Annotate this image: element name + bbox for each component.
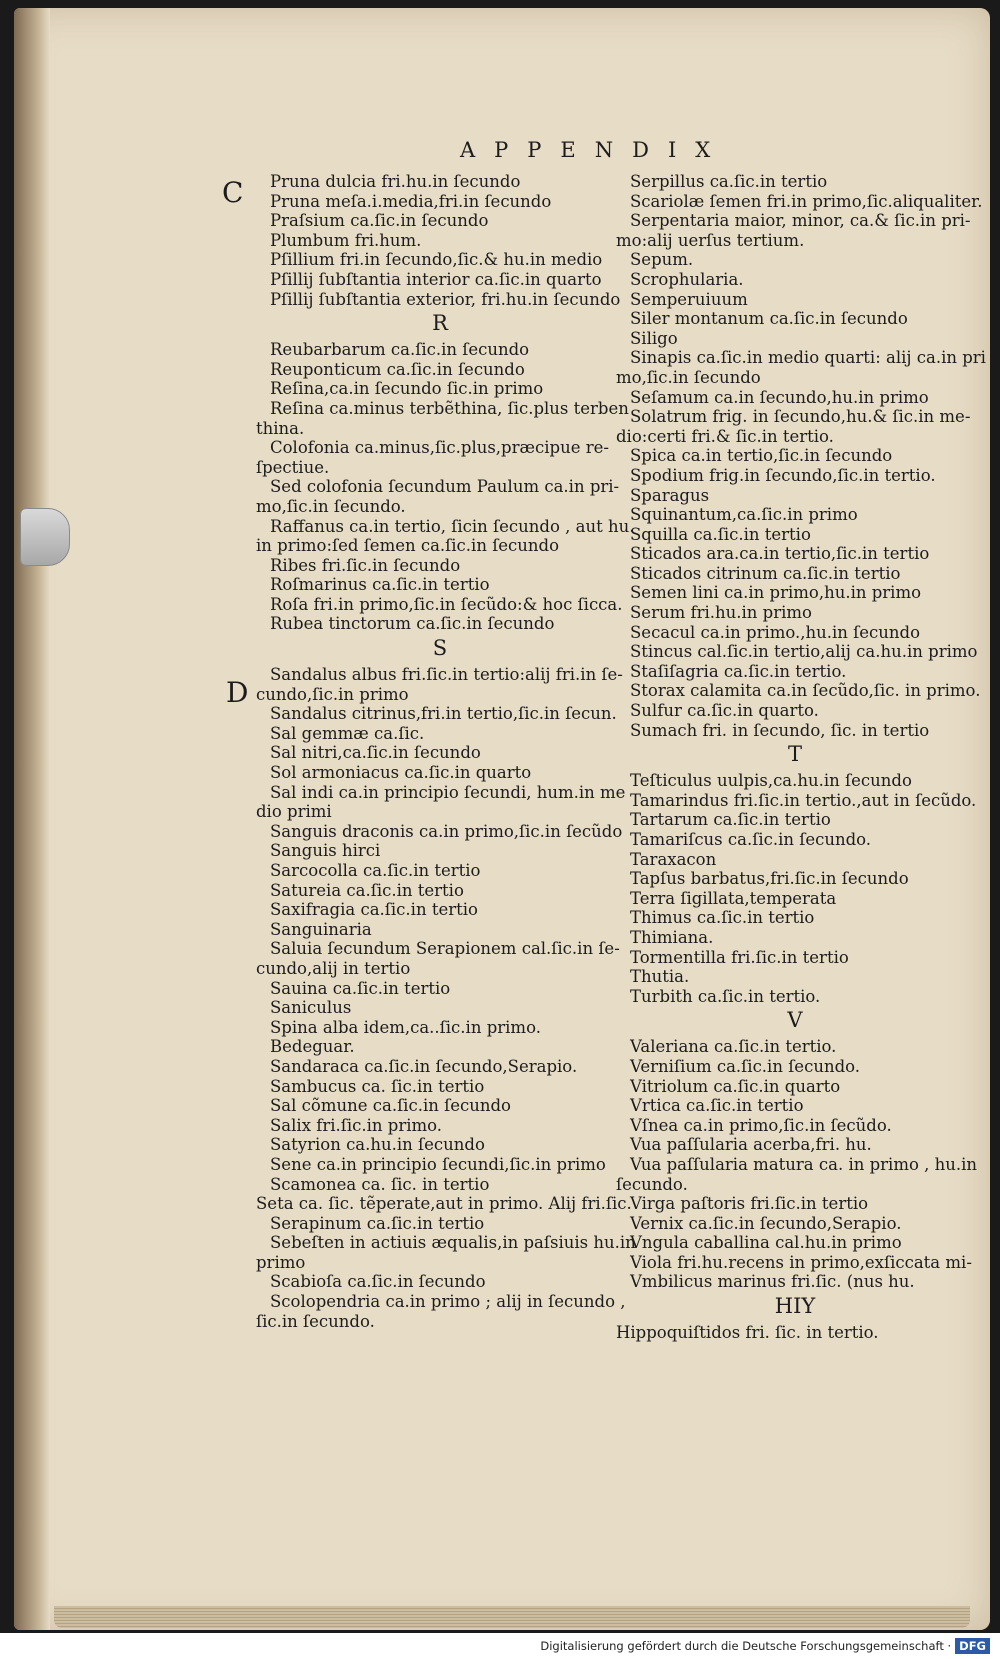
entry-line: Tartarum ca.ſic.in tertio [630, 810, 831, 830]
margin-letter-c: C [222, 176, 244, 209]
entry-line: Pſillium fri.in ſecundo,ſic.& hu.in medio [270, 250, 603, 270]
section-letter: T [787, 742, 802, 767]
dfg-logo: DFG [955, 1638, 990, 1654]
entry-line: Sanguis draconis ca.in primo,ſic.in ſecũdo [270, 821, 623, 841]
entry-line: Vua paſſularia acerba,fri. hu. [630, 1135, 872, 1155]
entry-line: Sulfur ca.ſic.in quarto. [630, 701, 819, 721]
entry-line: Serapinum ca.ſic.in tertio [270, 1213, 485, 1233]
left-column [256, 172, 636, 1331]
entry-line: Scrophularia. [630, 269, 744, 289]
entry-line: Verniſium ca.ſic.in ſecundo. [630, 1056, 861, 1076]
entry-line: Sticados ara.ca.in tertio,ſic.in tertio [630, 544, 930, 564]
right-column [616, 172, 986, 1343]
entry-line: Vrtica ca.ſic.in tertio [630, 1096, 804, 1116]
entry-line: Spodium frig.in ſecundo,ſic.in tertio. [630, 465, 936, 485]
entry-line: Roſmarinus ca.ſic.in tertio [270, 575, 490, 595]
entry-line: Tamarindus fri.ſic.in tertio.,aut in ſecũdo. [630, 790, 977, 810]
section-letter: HIY [774, 1294, 816, 1319]
entry-line: Valeriana ca.ſic.in tertio. [630, 1037, 837, 1057]
section-letter: R [432, 311, 448, 336]
entry-line: Spina alba idem,ca..ſic.in primo. [270, 1017, 541, 1037]
entry-line: Spica ca.in tertio,ſic.in ſecundo [630, 446, 893, 466]
entry-line: Reubarbarum ca.ſic.in ſecundo [270, 340, 530, 360]
entry-line: Thimiana. [630, 927, 714, 947]
entry-line: Vernix ca.ſic.in ſecundo,Serapio. [630, 1213, 902, 1233]
entry-line: Scariolæ ſemen fri.in primo,ſic.aliqualiter. [630, 191, 983, 211]
entry-line: dio:certi fri.& ſic.in tertio. [616, 426, 834, 446]
entry-line: Serpillus ca.ſic.in tertio [630, 172, 828, 191]
entry-line: Rubea tinctorum ca.ſic.in ſecundo [270, 614, 555, 634]
entry-line: Scabioſa ca.ſic.in ſecundo [270, 1272, 486, 1292]
entry-line: Sparagus [630, 485, 710, 505]
entry-line: Pſillij ſubſtantia interior ca.ſic.in quarto [270, 269, 602, 289]
entry-line: Sed colofonia ſecundum Paulum ca.in pri- [270, 477, 620, 497]
entry-line: Tormentilla fri.ſic.in tertio [630, 947, 849, 967]
book-gutter [14, 8, 50, 1630]
section-letter: S [432, 636, 448, 661]
entry-line: Serum fri.hu.in primo [630, 603, 812, 623]
entry-line: cundo,ſic.in primo [256, 684, 409, 704]
entry-line: mo:alij uerſus tertium. [616, 230, 805, 250]
entry-line: Solatrum frig. in ſecundo,hu.& ſic.in me- [630, 407, 971, 427]
entry-line: Turbith ca.ſic.in tertio. [630, 986, 821, 1006]
entry-line: Sal gemmæ ca.ſic. [270, 723, 425, 743]
entry-line: primo [256, 1252, 306, 1272]
entry-line: Sandalus citrinus,fri.in tertio,ſic.in ſecun. [270, 704, 617, 724]
entry-line: Sanguinaria [270, 919, 372, 939]
entry-line: Squilla ca.ſic.in tertio [630, 524, 811, 544]
entry-line: Raffanus ca.in tertio, ſicin ſecundo , aut hu. [270, 516, 635, 536]
entry-line: mo,ſic.in ſecundo. [256, 496, 406, 516]
entry-line: Vua paſſularia matura ca. in primo , hu.in [630, 1154, 978, 1174]
entry-line: Viola fri.hu.recens in primo,exſiccata mi- [630, 1252, 972, 1272]
entry-line: Sumach fri. in ſecundo, ſic. in tertio [630, 720, 930, 740]
entry-line: Roſa fri.in primo,ſic.in ſecũdo:& hoc ſicca. [270, 594, 623, 614]
entry-line: Bedeguar. [270, 1037, 355, 1057]
entry-line: Pruna dulcia fri.hu.in ſecundo [270, 172, 521, 191]
entry-line: Sandaraca ca.ſic.in ſecundo,Serapio. [270, 1056, 578, 1076]
entry-line: Vngula caballina cal.hu.in primo [630, 1233, 902, 1253]
entry-line: Sticados citrinum ca.ſic.in tertio [630, 563, 901, 583]
page-header: APPENDIX [460, 138, 730, 162]
digitization-footer [0, 1633, 1000, 1659]
entry-line: in primo:ſed ſemen ca.ſic.in ſecundo [256, 536, 560, 556]
entry-line: Staſiſagria ca.ſic.in tertio. [630, 661, 847, 681]
entry-line: Sarcocolla ca.ſic.in tertio [270, 861, 481, 880]
entry-line: Stincus cal.ſic.in tertio,alij ca.hu.in primo [630, 642, 978, 662]
entry-line: Storax calamita ca.in ſecũdo,ſic. in primo. [630, 681, 981, 701]
entry-line: Teſticulus uulpis,ca.hu.in ſecundo [630, 771, 912, 791]
entry-line: Sebeſten in actiuis æqualis,in paſsiuis hu.in [270, 1233, 636, 1253]
entry-line: Ribes fri.ſic.in ſecundo [270, 555, 461, 575]
entry-line: Pſillij ſubſtantia exterior, fri.hu.in ſecundo [270, 289, 621, 309]
entry-line: Saxifragia ca.ſic.in tertio [270, 900, 478, 920]
entry-line: Saniculus [270, 998, 352, 1018]
entry-line: Sandalus albus fri.ſic.in tertio:alij fri.in ſe- [270, 665, 623, 685]
entry-line: Tapſus barbatus,fri.ſic.in ſecundo [630, 869, 909, 889]
entry-line: Colofonia ca.minus,ſic.plus,præcipue re- [270, 438, 609, 458]
entry-line: thina. [256, 418, 305, 438]
page-clip [20, 508, 70, 566]
footer-text: Digitalisierung gefördert durch die Deutsche Forschungsgemeinschaft · [540, 1639, 952, 1653]
entry-line: Secacul ca.in primo.,hu.in ſecundo [630, 622, 921, 642]
entry-line: Sol armoniacus ca.ſic.in quarto [270, 763, 532, 783]
entry-line: Seſamum ca.in ſecundo,hu.in primo [630, 387, 929, 407]
entry-line: Sinapis ca.ſic.in medio quarti: alij ca.in pri [630, 348, 986, 368]
entry-line: Reſina ca.minus terbẽthina, ſic.plus terben [270, 398, 629, 418]
entry-line: Vmbilicus marinus fri.ſic. (nus hu. [630, 1272, 915, 1292]
entry-line: Plumbum fri.hum. [270, 230, 422, 250]
entry-line: ſic.in ſecundo. [256, 1311, 375, 1331]
entry-line: Seta ca. ſic. tẽperate,aut in primo. Alij fri.ſic. [256, 1194, 632, 1214]
entry-line: Terra ſigillata,temperata [630, 888, 837, 908]
entry-line: mo,ſic.in ſecundo [616, 367, 761, 387]
entry-line: Reſina,ca.in ſecundo ſic.in primo [270, 379, 544, 399]
entry-line: Scolopendria ca.in primo ; alij in ſecundo , [270, 1292, 626, 1312]
entry-line: Squinantum,ca.ſic.in primo [630, 505, 858, 525]
entry-line: Thimus ca.ſic.in tertio [630, 908, 815, 928]
entry-line: Satureia ca.ſic.in tertio [270, 880, 464, 900]
entry-line: Pruna meſa.i.media,fri.in ſecundo [270, 191, 552, 211]
entry-line: dio primi [256, 802, 332, 822]
entry-line: Vſnea ca.in primo,ſic.in ſecũdo. [630, 1115, 892, 1135]
section-letter: V [787, 1008, 803, 1033]
entry-line: Sepum. [630, 250, 694, 270]
margin-letter-d: D [226, 676, 249, 709]
entry-line: Praſsium ca.ſic.in ſecundo [270, 211, 489, 231]
entry-line: Sal indi ca.in principio ſecundi, hum.in me [270, 782, 626, 802]
entry-line: Sene ca.in principio ſecundi,ſic.in primo [270, 1154, 606, 1174]
entry-line: Thutia. [630, 967, 690, 987]
entry-line: cundo,alij in tertio [256, 958, 411, 978]
page-edges [54, 1606, 970, 1628]
entry-line: Sal cõmune ca.ſic.in ſecundo [270, 1096, 511, 1116]
entry-line: Tamariſcus ca.ſic.in ſecundo. [630, 830, 872, 849]
entry-line: ſecundo. [616, 1174, 688, 1194]
entry-line: Reuponticum ca.ſic.in ſecundo [270, 359, 525, 379]
entry-line: Hippoquiſtidos fri. ſic. in tertio. [616, 1323, 879, 1343]
entry-line: Sambucus ca. ſic.in tertio [270, 1076, 485, 1096]
entry-line: Sal nitri,ca.ſic.in ſecundo [270, 743, 481, 763]
entry-line: Siler montanum ca.ſic.in ſecundo [630, 309, 908, 329]
entry-line: Semen lini ca.in primo,hu.in primo [630, 583, 922, 603]
entry-line: Vitriolum ca.ſic.in quarto [630, 1076, 841, 1096]
entry-line: Virga paſtoris fri.ſic.in tertio [630, 1194, 869, 1214]
entry-line: Sanguis hirci [270, 841, 381, 861]
entry-line: Taraxacon [630, 849, 717, 869]
entry-line: Scamonea ca. ſic. in tertio [270, 1174, 490, 1194]
entry-line: Siligo [630, 328, 678, 348]
entry-line: Serpentaria maior, minor, ca.& ſic.in pri- [630, 211, 971, 231]
entry-line: Satyrion ca.hu.in ſecundo [270, 1135, 485, 1155]
entry-line: Salix fri.ſic.in primo. [270, 1115, 443, 1135]
entry-line: ſpectiue. [256, 457, 330, 477]
entry-line: Saluia ſecundum Serapionem cal.ſic.in ſe- [270, 939, 620, 959]
entry-line: Semperuiuum [630, 289, 748, 309]
entry-line: Sauina ca.ſic.in tertio [270, 978, 451, 998]
